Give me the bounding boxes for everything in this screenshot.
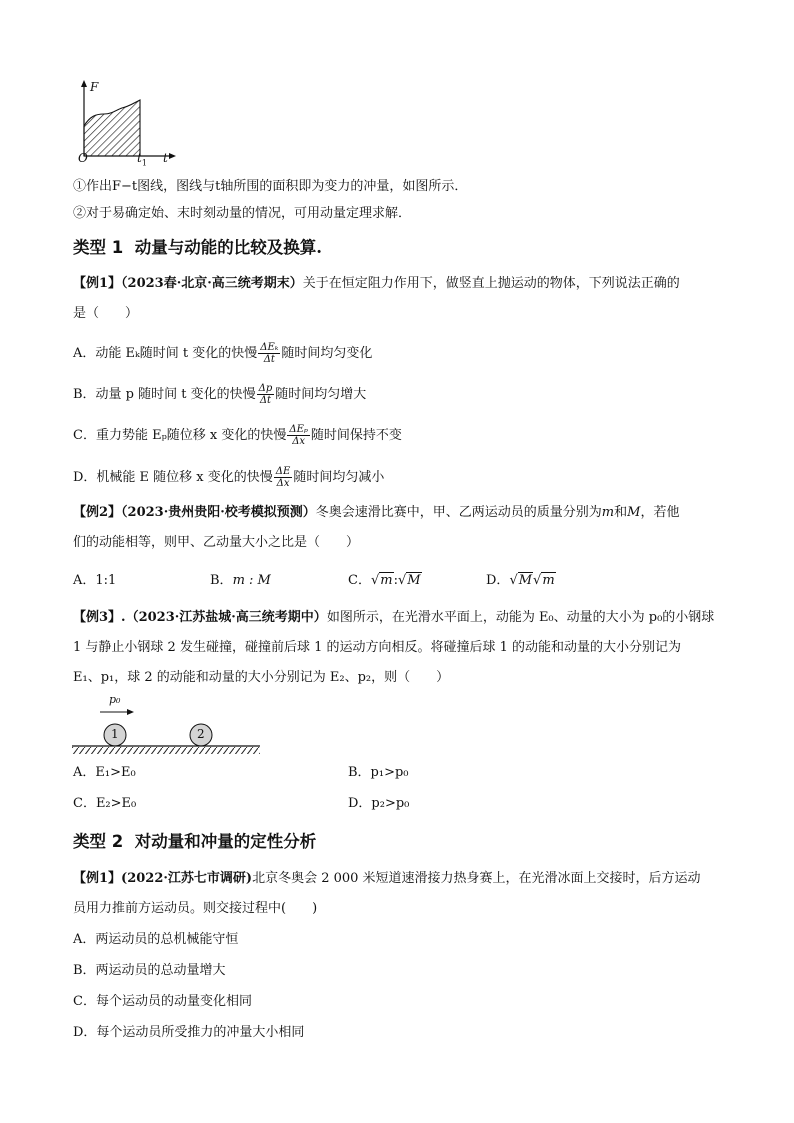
axis-t-label: t [163,151,168,165]
intro-line-2: ②对于易确定始、末时刻动量的情况，可用动量定理求解． [73,206,412,221]
axis-f-label: F [90,80,99,94]
ex2-stem-line-1: 【例2】（2023·贵州贵阳·校考模拟预测）冬奥会速滑比赛中，甲、乙两运动员的质量分别为m和M，若他 [73,505,680,520]
collision-diagram [72,692,264,756]
ball-2-label: 2 [197,727,205,741]
ex4-stem-line-1: 【例1】(2022·江苏七市调研)北京冬奥会 2 000 米短道速滑接力热身赛上，在光滑冰面上交接时，后方运动 [73,871,701,886]
fraction: $\frac{\text{ΔEₖ}}{\Delta t}$ [260,342,279,365]
fraction: $\frac{\Delta E}{\Delta x}$ [275,466,291,489]
ex3-option-b[interactable]: B．p₁>p₀ [348,765,409,780]
ex2-option-b[interactable]: B．m : M [210,573,271,588]
axis-t1-label: $t_1$ [137,151,147,168]
ex1-stem-line-2: 是（ ） [73,306,139,321]
ex1-option-a[interactable]: A．动能 Eₖ随时间 t 变化的快慢 $\frac{\text{ΔEₖ}}{\Delta t}$ 随时间均匀变化 [73,342,373,365]
section-heading-type1: 类型 1 动量与动能的比较及换算. [73,238,322,257]
ex1-stem-line-1: 【例1】（2023春·北京·高三统考期末）关于在恒定阻力作用下，做竖直上抛运动的物体，下列说法正确的 [73,276,680,291]
ball-1-label: 1 [111,727,119,741]
ex3-stem-line-3: E₁、p₁，球 2 的动能和动量的大小分别记为 E₂、p₂，则（ ） [73,670,450,685]
ex3-option-c[interactable]: C．E₂>E₀ [73,796,137,811]
section-heading-type2: 类型 2 对动量和冲量的定性分析 [73,832,317,851]
ex4-option-a[interactable]: A．两运动员的总机械能守恒 [73,932,239,947]
ex4-option-c[interactable]: C．每个运动员的动量变化相同 [73,994,252,1009]
ex4-option-d[interactable]: D．每个运动员所受推力的冲量大小相同 [73,1025,305,1040]
ex1-option-b[interactable]: B．动量 p 随时间 t 变化的快慢 $\frac{\Delta p}{\Delta t}$ 随时间均匀增大 [73,383,367,406]
ex2-option-c[interactable]: C．√m:√M [348,573,421,588]
ex1-option-d[interactable]: D．机械能 E 随位移 x 变化的快慢 $\frac{\Delta E}{\Delta x}$ 随时间均匀减小 [73,466,385,489]
fraction: $\frac{\Delta p}{\Delta t}$ [258,383,273,406]
ex2-option-d[interactable]: D．√M√m [486,573,555,588]
ex2-option-a[interactable]: A．1:1 [73,573,117,588]
ex1-option-c[interactable]: C．重力势能 Eₚ随位移 x 变化的快慢 $\frac{\text{ΔEₚ}}{\Delta x}$ 随时间保持不变 [73,424,402,447]
ex3-stem-line-2: 1 与静止小钢球 2 发生碰撞，碰撞前后球 1 的运动方向相反。将碰撞后球 1 的动能和动量的大小分别记为 [73,640,682,655]
intro-line-1: ①作出F−t图线，图线与t轴所围的面积即为变力的冲量，如图所示． [73,179,468,194]
axis-origin-label: O [78,151,88,165]
ex3-option-a[interactable]: A．E₁>E₀ [73,765,136,780]
ex4-option-b[interactable]: B．两运动员的总动量增大 [73,963,226,978]
ex3-option-d[interactable]: D．p₂>p₀ [348,796,410,811]
ex4-stem-line-2: 员用力推前方运动员。则交接过程中( ) [73,901,318,916]
fraction: $\frac{\text{ΔEₚ}}{\Delta x}$ [289,424,308,447]
p0-label: p₀ [109,693,121,706]
ex3-stem-line-1: 【例3】.（2023·江苏盐城·高三统考期中）如图所示，在光滑水平面上，动能为 E₀、动量的大小为 p₀的小钢球 [73,610,715,625]
ex2-stem-line-2: 们的动能相等，则甲、乙动量大小之比是（ ） [73,535,360,550]
